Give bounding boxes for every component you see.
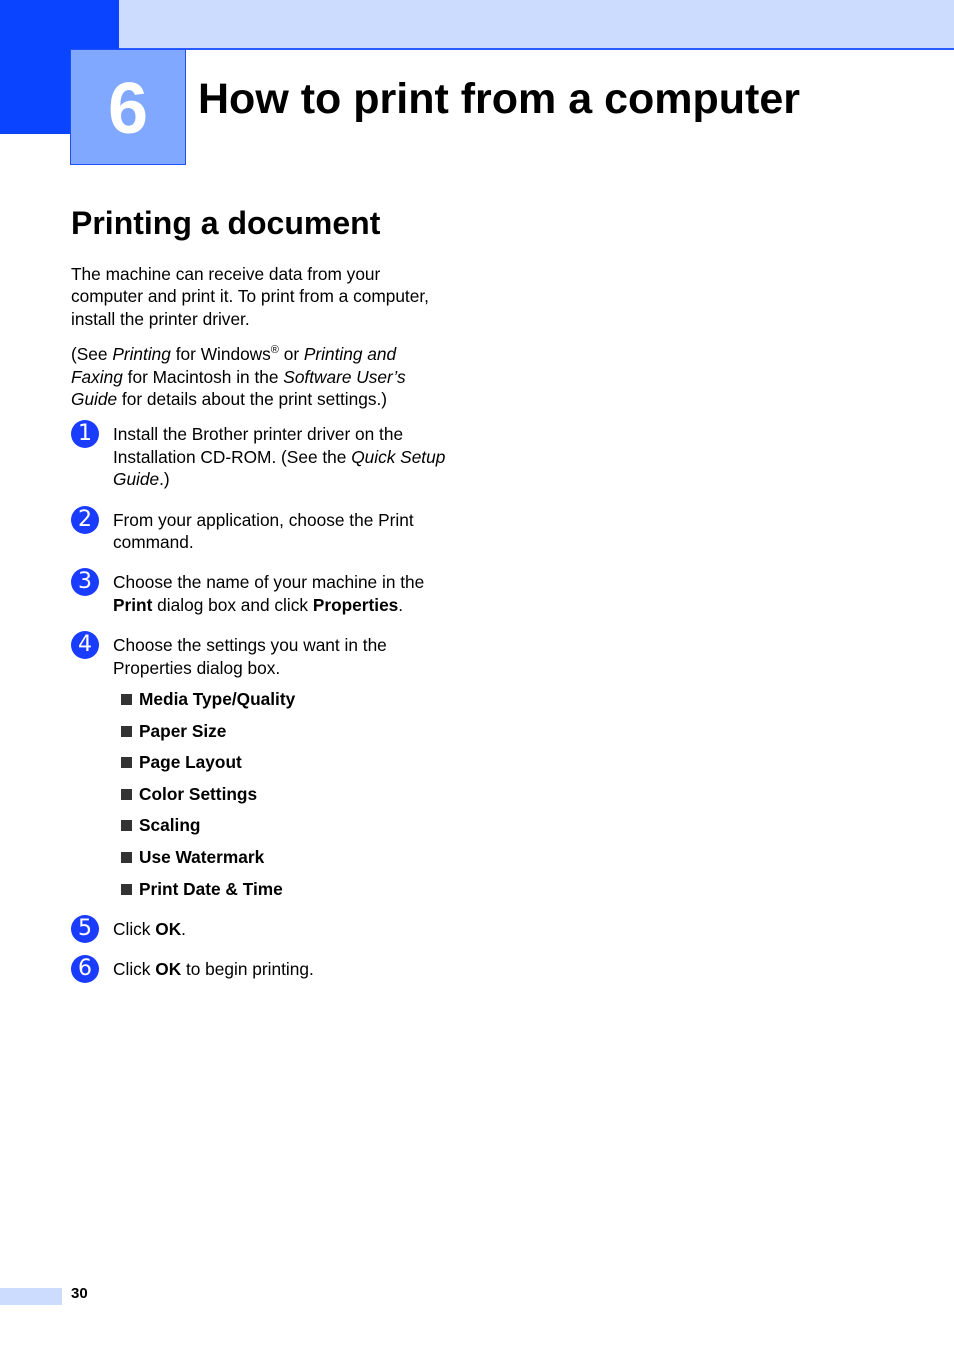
square-bullet-icon — [121, 757, 132, 768]
step-number-badge: 1 — [71, 420, 99, 448]
step-list — [71, 423, 451, 980]
step-number-badge: 4 — [71, 631, 99, 659]
square-bullet-icon — [121, 852, 132, 863]
section-title: Printing a document — [71, 205, 381, 241]
step-1: 1 Install the Brother printer driver on the Installation CD-ROM. (See the Quick Setup Guide.) — [71, 423, 451, 490]
square-bullet-icon — [121, 884, 132, 895]
step-number-badge: 5 — [71, 915, 99, 943]
main-content — [71, 263, 451, 999]
setting-color-settings: Color Settings — [121, 783, 451, 805]
settings-list — [121, 688, 451, 900]
intro-paragraph: The machine can receive data from your computer and print it. To print from a computer, install the printer driver. — [71, 264, 429, 329]
square-bullet-icon — [121, 789, 132, 800]
setting-media-type-quality: Media Type/Quality — [121, 688, 451, 710]
step-3: 3 Choose the name of your machine in the Print dialog box and click Properties. — [71, 571, 451, 616]
setting-use-watermark: Use Watermark — [121, 846, 451, 868]
header-rule — [118, 48, 954, 50]
chapter-title: How to print from a computer — [198, 75, 800, 123]
step-6: 6 Click OK to begin printing. — [71, 958, 451, 980]
setting-paper-size: Paper Size — [121, 720, 451, 742]
step-number-badge: 2 — [71, 506, 99, 534]
chapter-number-box — [70, 49, 186, 165]
header-band — [0, 0, 954, 49]
step-4: 4 Choose the settings you want in the Properties dialog box. Media Type/Quality Paper Size Page Layout Color Settings Scaling Use Watermark Print Date & Time — [71, 634, 451, 900]
square-bullet-icon — [121, 820, 132, 831]
chapter-number: 6 — [107, 69, 149, 149]
setting-page-layout: Page Layout — [121, 751, 451, 773]
square-bullet-icon — [121, 694, 132, 705]
square-bullet-icon — [121, 726, 132, 737]
footer-bar — [0, 1288, 62, 1305]
reference-paragraph: (See Printing for Windows® or Printing and Faxing for Macintosh in the Software User’s Guide for details about the print settings.) — [71, 344, 406, 410]
page-number: 30 — [71, 1285, 88, 1302]
step-number-badge: 3 — [71, 568, 99, 596]
setting-scaling: Scaling — [121, 814, 451, 836]
setting-print-date-time: Print Date & Time — [121, 878, 451, 900]
step-number-badge: 6 — [71, 955, 99, 983]
step-5: 5 Click OK. — [71, 918, 451, 940]
step-2: 2 From your application, choose the Print command. — [71, 509, 451, 554]
